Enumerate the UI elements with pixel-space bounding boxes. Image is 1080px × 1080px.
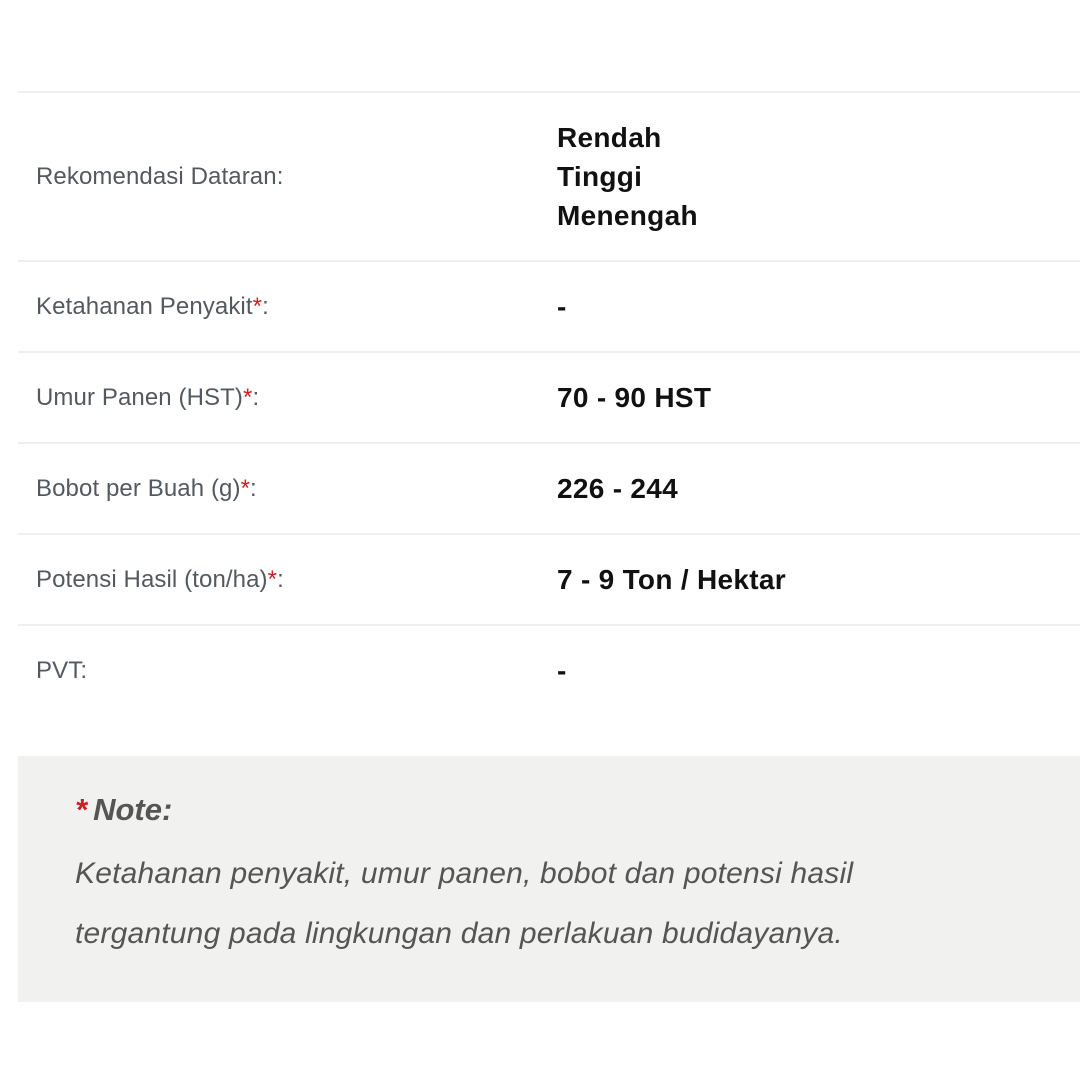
spec-value-line: Menengah <box>557 200 698 231</box>
spec-label: Rekomendasi Dataran: <box>36 162 284 190</box>
spec-row <box>18 442 1080 533</box>
note-body-line-1: Ketahanan penyakit, umur panen, bobot dan potensi hasil <box>75 857 854 890</box>
spec-value-line: - <box>557 655 567 686</box>
spec-row <box>18 260 1080 351</box>
required-asterisk: * <box>242 383 253 411</box>
spec-value-line: Tinggi <box>557 161 643 192</box>
spec-value <box>557 118 698 235</box>
spec-row <box>18 624 1080 715</box>
note-box <box>18 756 1080 1002</box>
spec-label: Ketahanan Penyakit*: <box>36 292 269 320</box>
required-asterisk: * <box>267 565 278 593</box>
spec-value <box>557 287 567 326</box>
spec-value <box>557 651 567 690</box>
note-body-line-2: tergantung pada lingkungan dan perlakuan budidayanya. <box>75 917 843 950</box>
spec-label: Potensi Hasil (ton/ha)*: <box>36 565 284 593</box>
note-title-text: Note: <box>93 792 173 827</box>
spec-value-line: 226 - 244 <box>557 473 679 504</box>
required-asterisk: * <box>240 474 251 502</box>
required-asterisk: * <box>252 292 263 320</box>
spec-row <box>18 533 1080 624</box>
note-body <box>75 844 1020 964</box>
note-title <box>75 792 1020 828</box>
spec-label: Bobot per Buah (g)*: <box>36 474 257 502</box>
spec-value-line: 70 - 90 HST <box>557 382 712 413</box>
spec-row <box>18 351 1080 442</box>
spec-table <box>18 91 1080 715</box>
spec-value <box>557 378 711 417</box>
spec-value-line: Rendah <box>557 122 662 153</box>
spec-value-line: 7 - 9 Ton / Hektar <box>557 564 786 595</box>
spec-value <box>557 560 786 599</box>
spec-label: Umur Panen (HST)*: <box>36 383 260 411</box>
spec-value <box>557 469 678 508</box>
spec-label: PVT: <box>36 656 88 684</box>
spec-row <box>18 91 1080 260</box>
note-asterisk: * <box>75 792 88 827</box>
spec-value-line: - <box>557 291 567 322</box>
